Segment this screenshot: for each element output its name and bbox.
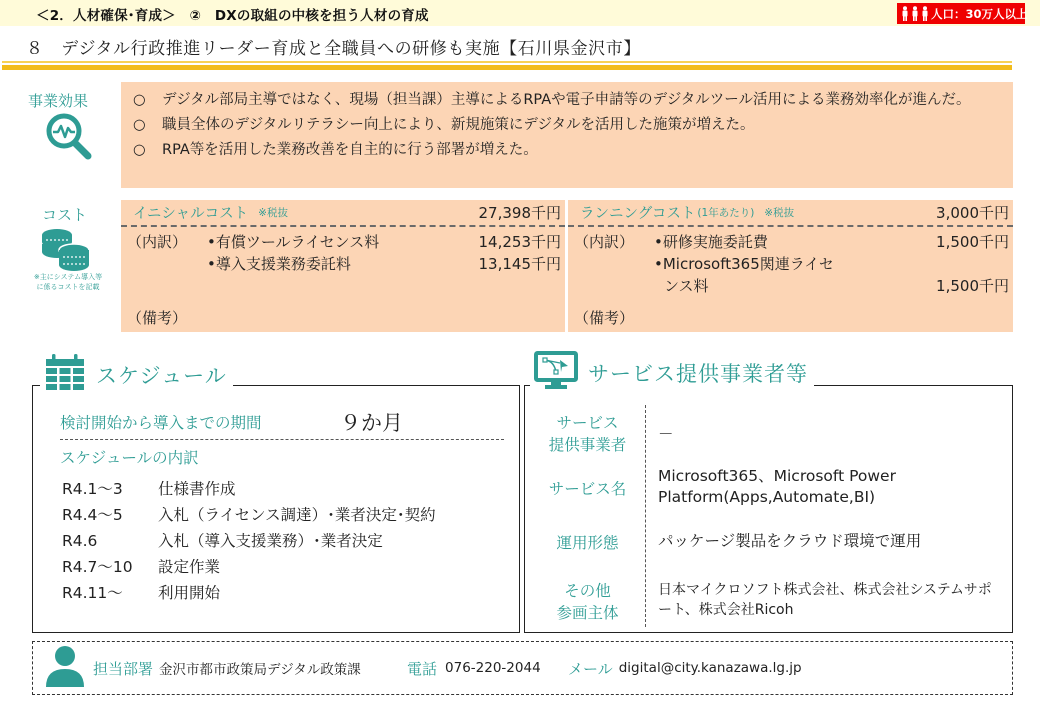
phone-label: 電話 bbox=[407, 659, 438, 678]
person-icon bbox=[45, 645, 85, 691]
effect-item: ○ RPA等を活用した業務改善を自主的に行う部署が増えた。 bbox=[133, 139, 999, 161]
people-icon bbox=[901, 6, 929, 21]
schedule-row: R4.11～ 利用開始 bbox=[62, 584, 221, 602]
service-key: 運用形態 bbox=[556, 534, 619, 552]
initial-cost-total: 27,398千円 bbox=[478, 204, 561, 222]
email-label: メール bbox=[568, 659, 613, 678]
initial-cost-panel bbox=[121, 200, 565, 332]
running-cost-header: ランニングコスト (1年あたり) ※税抜 3,000千円 bbox=[568, 200, 1013, 227]
schedule-header bbox=[40, 358, 233, 392]
schedule-title: スケジュール bbox=[96, 364, 227, 388]
schedule-period-row bbox=[60, 404, 504, 440]
monitor-vector-icon bbox=[534, 351, 578, 395]
running-cost-total: 3,000千円 bbox=[936, 204, 1009, 222]
calendar-icon bbox=[44, 354, 86, 396]
cost-remarks: （備考） bbox=[127, 309, 188, 327]
title-rule-thick bbox=[2, 65, 1012, 70]
population-label: 人口：30万人以上 bbox=[931, 6, 1028, 21]
schedule-list bbox=[62, 476, 436, 606]
cost-footnote: ※主にシステム導入等 に係るコストを記載 bbox=[33, 273, 103, 291]
service-key: サービス名 bbox=[548, 480, 627, 498]
schedule-breakdown-label: スケジュールの内訳 bbox=[60, 449, 199, 467]
circle-bullet: ○ bbox=[133, 117, 146, 133]
cost-label: コスト bbox=[42, 206, 88, 224]
coins-icon bbox=[40, 228, 92, 276]
effects-panel bbox=[121, 82, 1013, 188]
circle-bullet: ○ bbox=[133, 142, 146, 158]
cost-breakdown-row: •Microsoft365関連ライセ bbox=[654, 255, 834, 273]
cost-breakdown-row: •導入支援業務委託料 13,145千円 bbox=[207, 255, 561, 273]
contact-footer bbox=[32, 641, 1013, 695]
category-heading: ＜2．人材確保･育成＞ ② DXの取組の中核を担う人材の育成 bbox=[36, 8, 429, 24]
title-rule-thin bbox=[2, 61, 1012, 63]
service-key: その他 参画主体 bbox=[556, 582, 619, 622]
service-value: 日本マイクロソフト株式会社、株式会社システムサポート、株式会社Ricoh bbox=[658, 582, 992, 618]
service-key: サービス 提供事業者 bbox=[548, 414, 627, 454]
service-header bbox=[530, 356, 814, 390]
service-divider bbox=[645, 405, 646, 627]
cost-breakdown-row: （内訳） •研修実施委託費 1,500千円 bbox=[574, 233, 1009, 251]
period-value: ９か月 bbox=[340, 410, 403, 435]
service-value: パッケージ製品をクラウド環境で運用 bbox=[658, 532, 922, 550]
schedule-row: R4.1～3 仕様書作成 bbox=[62, 480, 236, 498]
period-label: 検討開始から導入までの期間 bbox=[60, 413, 262, 432]
initial-cost-header: イニシャルコスト ※税抜 27,398千円 bbox=[121, 200, 565, 227]
phone-value[interactable]: 076-220-2044 bbox=[445, 660, 541, 676]
effects-label: 事業効果 bbox=[28, 92, 89, 110]
email-link[interactable]: digital@city.kanazawa.lg.jp bbox=[618, 660, 802, 676]
schedule-row: R4.7～10 設定作業 bbox=[62, 558, 221, 576]
schedule-row: R4.4～5 入札（ライセンス調達）･業者決定･契約 bbox=[62, 506, 436, 524]
magnifier-pulse-icon bbox=[44, 112, 94, 164]
service-value: － bbox=[658, 425, 674, 443]
page-title: ８ デジタル行政推進リーダー育成と全職員への研修も実施【石川県金沢市】 bbox=[26, 39, 641, 59]
effect-item: ○ デジタル部局主導ではなく、現場（担当課）主導によるRPAや電子申請等のデジタルツール活用による業務効率化が進んだ。 bbox=[133, 89, 999, 111]
cost-breakdown-row: ンス料 1,500千円 bbox=[664, 277, 1009, 295]
running-cost-panel bbox=[568, 200, 1013, 332]
effect-item: ○ 職員全体のデジタルリテラシー向上により、新規施策にデジタルを活用した施策が増えた。 bbox=[133, 114, 999, 136]
service-value: Microsoft365、Microsoft Power Platform(Apps,Automate,BI) bbox=[658, 467, 896, 506]
dept-value: 金沢市都市政策局デジタル政策課 bbox=[159, 662, 361, 678]
dept-label: 担当部署 bbox=[93, 659, 154, 678]
service-title: サービス提供事業者等 bbox=[588, 362, 808, 386]
cost-breakdown-row: （内訳） •有償ツールライセンス料 14,253千円 bbox=[127, 233, 561, 251]
circle-bullet: ○ bbox=[133, 92, 146, 108]
population-badge bbox=[897, 3, 1028, 24]
cost-remarks: （備考） bbox=[574, 309, 635, 327]
schedule-row: R4.6 入札（導入支援業務）･業者決定 bbox=[62, 532, 383, 550]
